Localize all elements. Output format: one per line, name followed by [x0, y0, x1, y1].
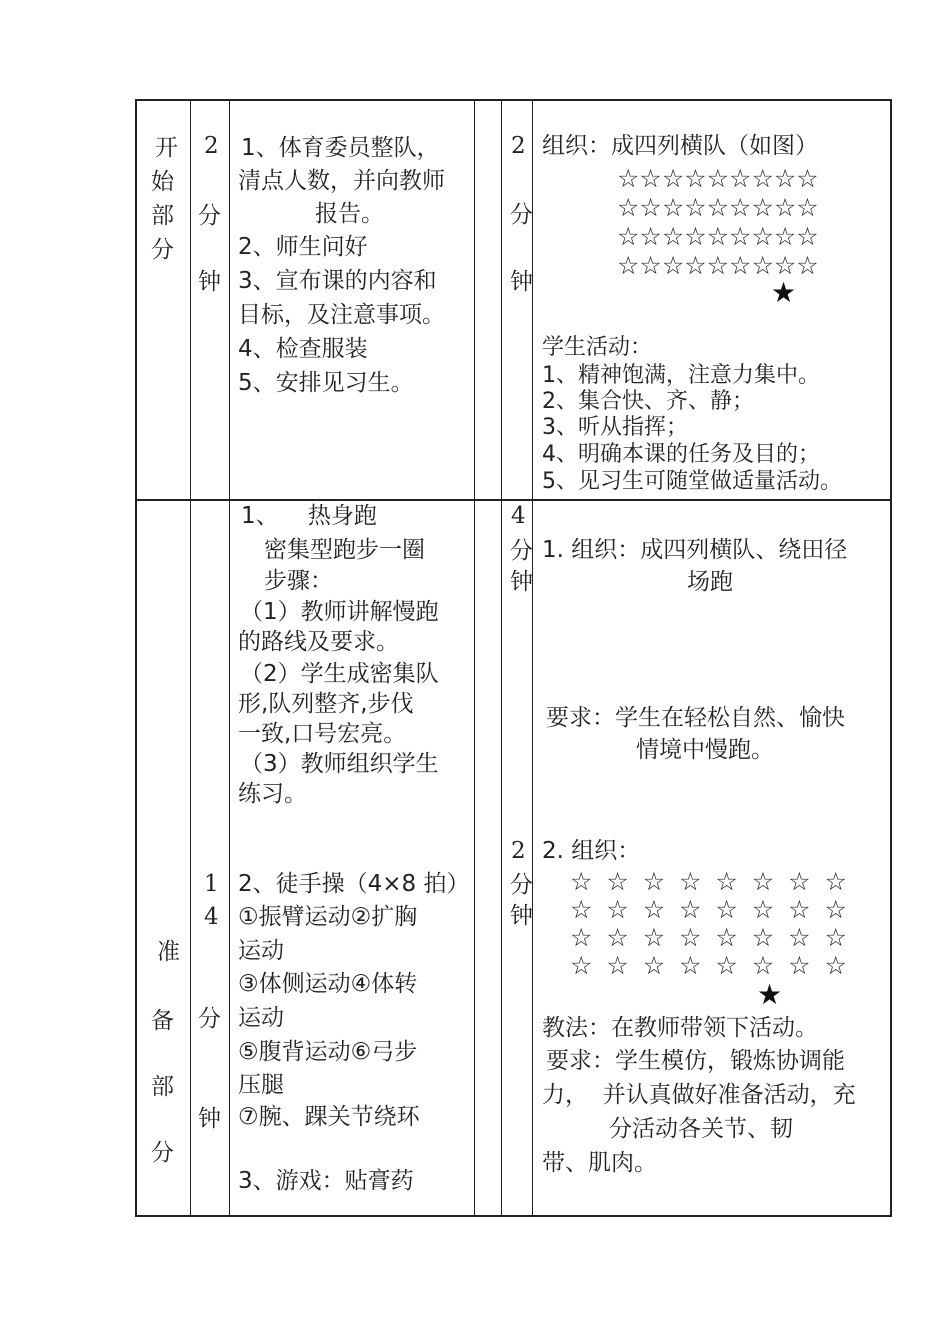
content-line: 3、宣布课的内容和	[238, 268, 437, 294]
content-line: 2、徒手操（4×8 拍）	[238, 871, 470, 897]
student-star-row: ☆ ☆ ☆ ☆ ☆ ☆ ☆ ☆	[570, 951, 847, 980]
content-line: ③体侧运动④体转	[238, 971, 418, 997]
time-char: 1	[204, 871, 219, 897]
table-top-border	[135, 99, 892, 101]
section-char: 分	[151, 237, 174, 263]
section-char: 准	[157, 939, 180, 965]
content-line: 的路线及要求。	[238, 629, 399, 655]
content-line: 3、游戏：贴膏药	[238, 1168, 414, 1194]
student-star-row: ☆☆☆☆☆☆☆☆☆	[617, 251, 819, 280]
activity-line: 4、明确本课的任务及目的；	[542, 442, 820, 467]
col-border-5	[501, 99, 502, 1217]
teacher-star-icon: ★	[757, 978, 783, 1011]
org-line: 场跑	[687, 569, 733, 595]
content-line: 压腿	[238, 1072, 284, 1098]
requirement-line: 要求：学生模仿，锻炼协调能	[546, 1048, 845, 1074]
content-line: 4、检查服装	[238, 336, 368, 362]
requirement-line: 带、肌肉。	[542, 1150, 657, 1176]
content-line: （2）学生成密集队	[240, 661, 439, 687]
student-star-row: ☆☆☆☆☆☆☆☆☆	[617, 193, 819, 222]
content-line: 运动	[238, 1005, 284, 1031]
section-char: 始	[151, 169, 174, 195]
activity-line: 5、见习生可随堂做适量活动。	[542, 469, 842, 494]
student-star-row: ☆☆☆☆☆☆☆☆☆	[617, 222, 819, 251]
content-line: 形,队列整齐,步伐	[238, 691, 414, 717]
time-char: 分	[510, 538, 533, 564]
time-char: 钟	[198, 269, 221, 295]
content-line: 一致,口号宏亮。	[238, 721, 407, 747]
time-char: 4	[204, 904, 219, 930]
time-char: 钟	[198, 1106, 221, 1132]
content-line: 练习。	[238, 781, 307, 807]
content-line: 报告。	[315, 201, 384, 227]
content-line: 1、体育委员整队，	[241, 135, 440, 161]
content-line: 密集型跑步一圈	[264, 537, 425, 563]
requirement-line: 分活动各关节、韧	[609, 1116, 793, 1142]
student-star-row: ☆☆☆☆☆☆☆☆☆	[617, 164, 819, 193]
student-star-row: ☆ ☆ ☆ ☆ ☆ ☆ ☆ ☆	[570, 867, 847, 896]
time-char: 分	[198, 1006, 221, 1032]
section-char: 开	[155, 135, 178, 161]
col-border-1	[135, 99, 137, 1217]
time-char: 2	[511, 133, 526, 159]
org-title: 2. 组织：	[542, 838, 641, 864]
time-char: 分	[198, 203, 221, 229]
activity-line: 3、听从指挥；	[542, 415, 688, 440]
content-line: ⑦腕、踝关节绕环	[238, 1104, 420, 1130]
content-line: ①振臂运动②扩胸	[238, 904, 418, 930]
student-star-row: ☆ ☆ ☆ ☆ ☆ ☆ ☆ ☆	[570, 895, 847, 924]
content-line: 目标，及注意事项。	[238, 302, 445, 328]
content-line: ⑤腹背运动⑥弓步	[238, 1039, 418, 1065]
activity-title: 学生活动：	[542, 335, 653, 360]
section-char: 备	[151, 1008, 174, 1034]
requirement-line: 情境中慢跑。	[636, 737, 774, 763]
section-char: 部	[151, 203, 174, 229]
content-line: 步骤：	[264, 568, 333, 594]
time-char: 2	[511, 838, 526, 864]
time-char: 2	[204, 133, 219, 159]
time-char: 钟	[510, 903, 533, 929]
org-title: 组织：成四列横队（如图）	[542, 133, 818, 159]
method-line: 教法：在教师带领下活动。	[542, 1015, 818, 1041]
activity-line: 2、集合快、齐、静；	[542, 389, 754, 414]
table-bottom-border	[135, 1215, 892, 1217]
requirement-line: 力， 并认真做好准备活动，充	[542, 1082, 856, 1108]
activity-line: 1、精神饱满，注意力集中。	[542, 363, 820, 388]
content-line: 1、 热身跑	[241, 503, 377, 529]
content-line: （3）教师组织学生	[240, 751, 439, 777]
org-line: 1. 组织：成四列横队、绕田径	[542, 537, 848, 563]
time-char: 分	[510, 872, 533, 898]
content-line: 2、师生问好	[238, 234, 368, 260]
student-star-row: ☆ ☆ ☆ ☆ ☆ ☆ ☆ ☆	[570, 923, 847, 952]
requirement-line: 要求：学生在轻松自然、愉快	[546, 705, 845, 731]
col-border-3	[229, 99, 230, 1217]
content-line: （1）教师讲解慢跑	[240, 599, 439, 625]
col-border-7	[890, 99, 892, 1217]
section-char: 部	[151, 1074, 174, 1100]
content-line: 运动	[238, 938, 284, 964]
teacher-star-icon: ★	[771, 276, 797, 309]
col-border-4	[474, 99, 475, 1217]
time-char: 钟	[510, 569, 533, 595]
time-char: 4	[511, 503, 526, 529]
time-char: 钟	[510, 269, 533, 295]
time-char: 分	[510, 202, 533, 228]
content-line: 5、安排见习生。	[238, 370, 414, 396]
content-line: 清点人数，并向教师	[238, 168, 445, 194]
section-char: 分	[151, 1140, 174, 1166]
col-border-2	[190, 99, 191, 1217]
